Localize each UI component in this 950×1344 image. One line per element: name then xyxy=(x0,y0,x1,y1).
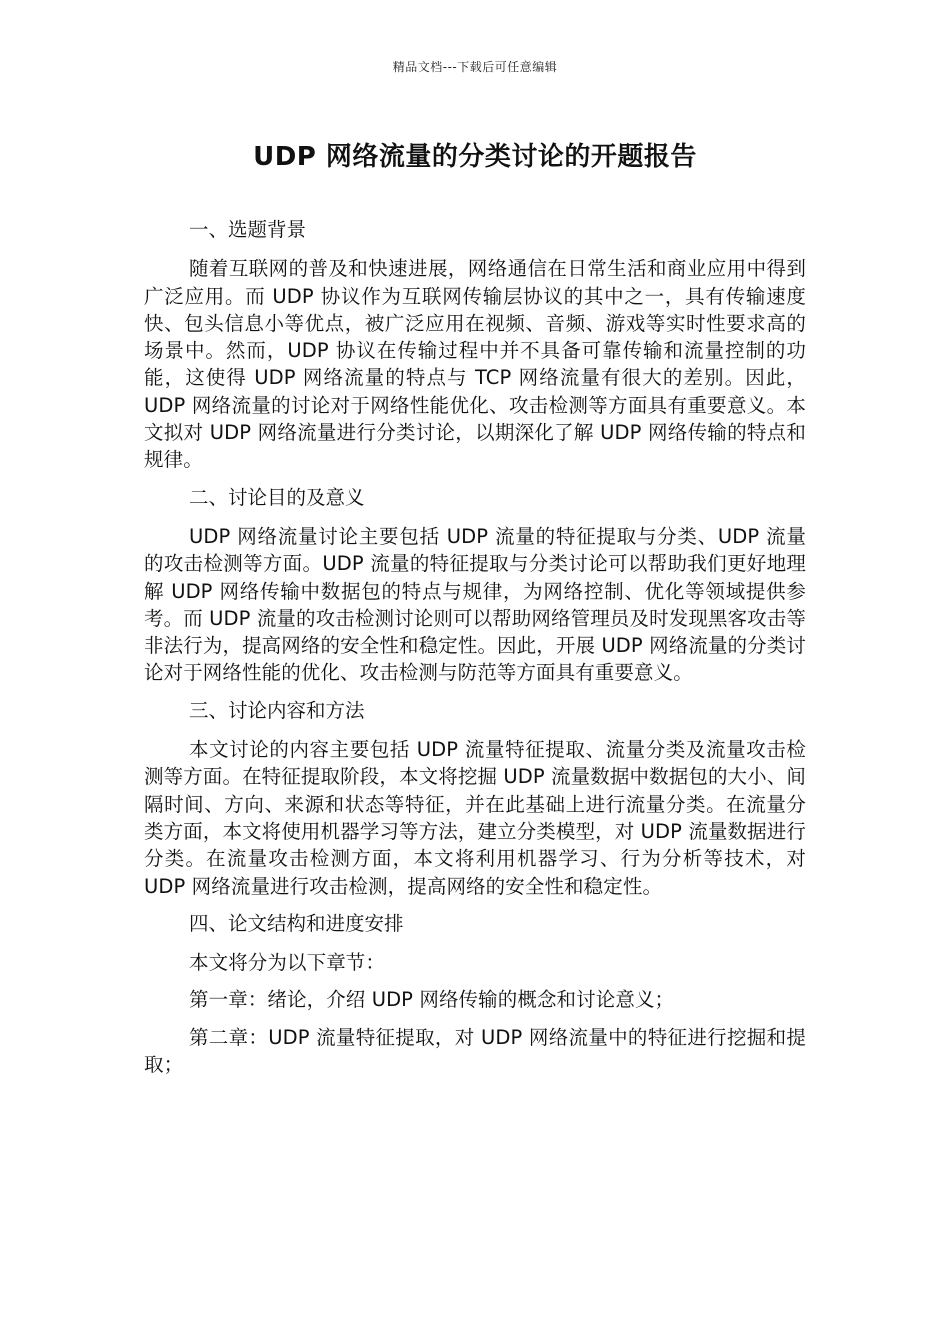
section-heading: 三、讨论内容和方法 xyxy=(189,698,365,722)
section-paragraph: 本文将分为以下章节： xyxy=(189,951,386,975)
section-paragraph: 本文讨论的内容主要包括 UDP 流量特征提取、流量分类及流量攻击检测等方面。在特征提取阶段，本文将挖掘 UDP 流量数据中数据包的大小、间隔时间、方向、来源和状态等特征，并在此基础上进行流量分类。在流量分类方面，本文将使用机器学习等方法，建立分类模型，对 UDP 流量数据进行分类。在流量攻击检测方面，本文将利用机器学习、行为分析等技术，对 UDP 网络流量进行攻击检测，提高网络的安全性和稳定性。 xyxy=(144,738,806,898)
section-heading: 四、论文结构和进度安排 xyxy=(189,911,404,935)
section-heading: 二、讨论目的及意义 xyxy=(189,485,365,509)
chapter-item: 第一章：绪论，介绍 UDP 网络传输的概念和讨论意义； xyxy=(189,988,675,1012)
chapter-item: 第二章：UDP 流量特征提取，对 UDP 网络流量中的特征进行挖掘和提取； xyxy=(144,1025,806,1077)
document-title: UDP 网络流量的分类讨论的开题报告 xyxy=(253,142,697,172)
section-heading: 一、选题背景 xyxy=(189,218,307,241)
header-note: 精品文档---下载后可任意编辑 xyxy=(392,60,558,74)
section-paragraph: 随着互联网的普及和快速进展，网络通信在日常生活和商业应用中得到广泛应用。而 UDP 协议作为互联网传输层协议的其中之一，具有传输速度快、包头信息小等优点，被广泛应用在视频、音频、游戏等实时性要求高的场景中。然而，UDP 协议在传输过程中并不具备可靠传输和流量控制的功能，这使得 UDP 网络流量的特点与 TCP 网络流量有很大的差别。因此，UDP 网络流量的讨论对于网络性能优化、攻击检测等方面具有重要意义。本文拟对 UDP 网络流量进行分类讨论，以期深化了解 UDP 网络传输的特点和规律。 xyxy=(144,257,806,472)
section-paragraph: UDP 网络流量讨论主要包括 UDP 流量的特征提取与分类、UDP 流量的攻击检测等方面。UDP 流量的特征提取与分类讨论可以帮助我们更好地理解 UDP 网络传输中数据包的特点与规律，为网络控制、优化等领域提供参考。而 UDP 流量的攻击检测讨论则可以帮助网络管理员及时发现黑客攻击等非法行为，提高网络的安全性和稳定性。因此，开展 UDP 网络流量的分类讨论对于网络性能的优化、攻击检测与防范等方面具有重要意义。 xyxy=(144,524,806,685)
document-body xyxy=(144,216,806,1088)
